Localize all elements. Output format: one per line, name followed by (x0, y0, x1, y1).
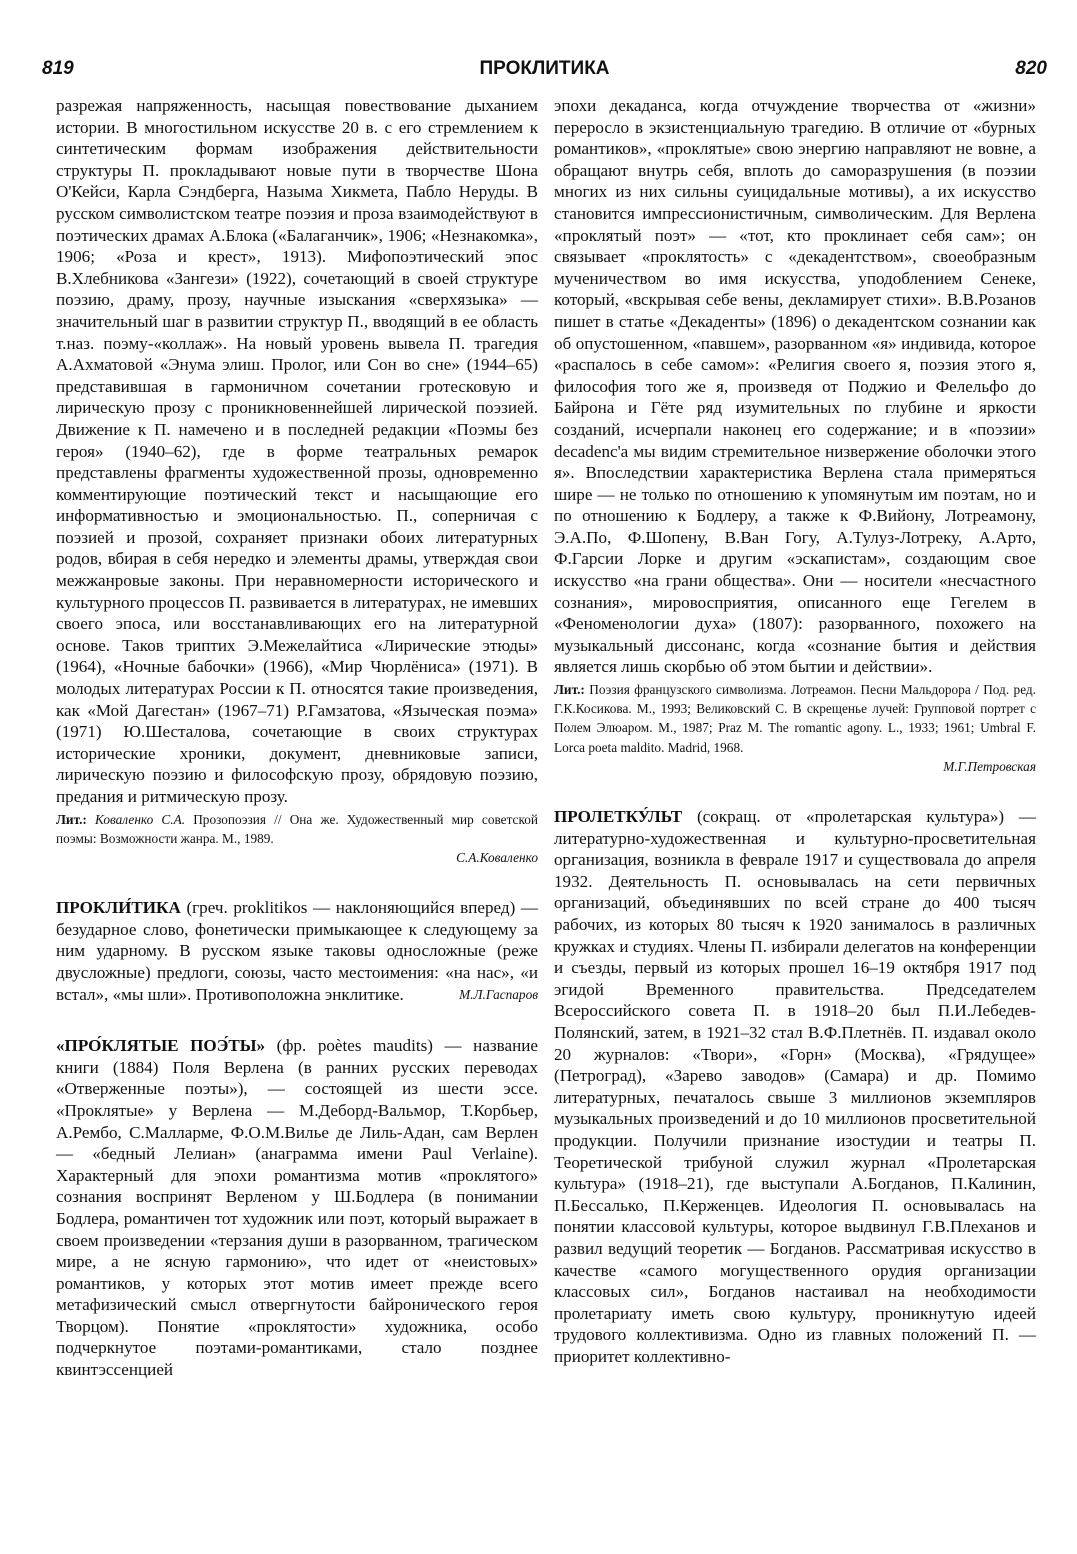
article-continuation: эпохи декаданса, когда отчуждение творчества от «жизни» переросло в экзистенциальную трагедию. В отличие от «бурных романтиков», «проклятые» свою энергию направляют не вовне, а обращают внутрь себя, вплоть до саморазрушения (в поэзии многих из них сильны суицидальные мотивы), а их искусство становится импрессионистичным, символическим. Для Верлена «проклятый поэт» — «тот, кто проклинает себя сам»; он связывает «проклятость» с «декадентством», своеобразным мученичеством во имя искусства, уподоблением Сенеке, который, «вскрывая себе вены, декламирует стихи». В.В.Розанов пишет в статье «Декаденты» (1896) о декадентском сознании как об опустошенном, «павшем», разорванном «я» индивида, которое «распалось в себе самом»: «Религия своего я, поэзия этого я, философия того же я, произведя от Поджио и Фелельфо до Байрона и Гёте ряд изумительных по глубине и яркости созданий, исчерпали наконец его содержание; и в «поэзии» decadenc'а мы видим стремительное низвержение оболочки этого я». Впоследствии характеристика Верлена стала примеряться шире — не только по отношению к упомянутым им поэтам, но и по отношению к Бодлеру, а также к Ф.Вийону, Лотреамону, Э.А.По, Ф.Шопену, В.Ван Гогу, А.Тулуз-Лотреку, А.Арто, Ф.Гарсии Лорке и другим «эскапистам», создающим свое искусство «на грани общества». Они — носители «несчастного сознания», мировосприятия, описанного еще Гегелем в «Феноменологии духа» (1807): разорванного, похожего на музыкальный диссонанс, когда «сознание бытия и действия является лишь скорбью об этом бытии и действии». (554, 96, 1036, 677)
author-signature: М.Л.Гаспаров (459, 986, 538, 1002)
entry-headword: «ПРО́КЛЯТЫЕ ПОЭ́ТЫ» (56, 1036, 266, 1056)
author-signature: М.Г.Петровская (943, 758, 1036, 774)
entry-proletkult (554, 806, 1036, 1367)
bibliography-text: Поэзия французского символизма. Лотреамон. Песни Мальдорора / Под. ред. Г.К.Косикова. М., 1993; Великовский С. В скрещенье лучей: Групповой портрет с Полем Элюаром. М., 1987; Praz M. The romantic agony. L., 1933; 1961; Umbral F. Lorca poeta maldito. Madrid, 1968. (554, 682, 1037, 755)
bibliography-text: Прозопоэзия // Она же. Художественный мир советской поэмы: Возможности жанра. М., 1989. (56, 811, 538, 846)
article-continuation: разрежая напряженность, насыщая повествование дыханием истории. В многостильном искусстве 20 в. с его стремлением к синтетическим формам изображения действительности структуры П. прокладывают новые пути в творчестве Шона О'Кейси, Карла Сэндберга, Назыма Хикмета, Пабло Неруды. В русском символистском театре поэзия и проза взаимодействуют в поэтических драмах А.Блока («Балаганчик», 1906; «Незнакомка», 1906; «Роза и крест», 1913). Мифопоэтический эпос В.Хлебникова «Зангези» (1922), сочетающий в своей структуре поэзию, драму, прозу, научные изыскания «сверхязыка» — значительный шаг в развитии структур П., вводящий в ее область т.наз. поэму-«коллаж». На новый уровень вывела П. трагедия А.Ахматовой «Энума элиш. Пролог, или Сон во сне» (1944–65) представившая в гармоничном сочетании гротесковую и лирическую прозу с проникновеннейшей лирической поэзией. Движение к П. намечено и в последней редакции «Поэмы без героя» (1940–62), где в форме театральных ремарок представлены фрагменты художественной прозы, одновременно комментирующие поэтический текст и насыщающие его информативностью и эмоциональностью. П., соперничая с поэзией и прозой, сохраняет признаки обоих литературных родов, вбирая в себя нередко и элементы драмы, утверждая свои межжанровые законы. При неравномерности исторического и культурного процессов П. развивается в литературах, не имевших своего эпоса, или восстанавливающих его на литературной основе. Таков триптих Э.Межелайтиса «Лирические этюды» (1964), «Ночные бабочки» (1966), «Мир Чюрлёниса» (1971). В молодых литературах России к П. относятся такие произведения, как «Мой Дагестан» (1967–71) Р.Гамзатова, «Языческая поэма» (1971) Ю.Шесталова, сочетающие в своих структурах исторические хроники, документ, дневниковые записи, лирическую поэзию и философскую прозу, обрядовую поэзию, предания и ритмическую прозу. (56, 96, 538, 806)
entry-headword: ПРОКЛИ́ТИКА (56, 898, 181, 918)
entry-text: (фр. poètes maudits) — название книги (1884) Поля Верлена (в ранних русских переводах «Отверженные поэты»), — состоящей из шести эссе. «Проклятые» у Верлена — М.Деборд-Вальмор, Т.Корбьер, А.Рембо, С.Малларме, Ф.О.М.Вилье де Лиль-Адан, сам Верлен — «бедный Лелиан» (анаграмма имени Paul Verlaine). Характерный для эпохи романтизма мотив «проклятого» сознания воспринят Верленом у Ш.Бодлера (в понимании Бодлера, романтичен тот художник или поэт, который выражает в своем произведении «терзания души в разорванном, трагическом мире, а не ясную гармонию», что идет от «неистовых» романтиков, у которых этот мотив имеет прежде всего метафизический смысл отвергнутости байронического героя Творцом). Понятие «проклятости» художника, особо подчеркнутое поэтами-романтиками, стало позднее квинтэссенцией (56, 1036, 538, 1380)
entry-headword: ПРОЛЕТКУ́ЛЬТ (554, 807, 683, 827)
entry-proklyatye-poety (56, 1035, 538, 1381)
left-column (56, 95, 538, 1381)
bibliography: Лит.: Поэзия французского символизма. Лотреамон. Песни Мальдорора / Под. ред. Г.К.Косикова. М., 1993; Великовский С. В скрещенье лучей: Групповой портрет с Полем Элюаром. М., 1987; Praz M. The romantic agony. L., 1933; 1961; Umbral F. Lorca poeta maldito. Madrid, 1968. М.Г.Петровская (554, 680, 1036, 776)
right-column (554, 95, 1036, 1367)
entry-proklitika (56, 897, 538, 1005)
author-signature: С.А.Коваленко (456, 850, 538, 865)
running-title: ПРОКЛИТИКА (479, 58, 610, 79)
page-number-right: 820 (1015, 58, 1047, 79)
bibliography-author: Коваленко С.А. (95, 811, 186, 827)
page-number-left: 819 (42, 58, 74, 79)
running-header (42, 58, 1047, 88)
entry-text: (греч. proklitikos — наклоняющийся вперед) — безударное слово, фонетически примыкающее к следующему за ним ударному. В русском языке таковы односложные (реже двусложные) предлоги, союзы, часто местоимения: «на нас», «и встал», «мы шли». Противоположна энклитике. (56, 898, 538, 1004)
entry-text: (сокращ. от «пролетарская культура») — литературно-художественная и культурно-просветительная организация, возникла в феврале 1917 и существовала до апреля 1932. Деятельность П. основывалась на сети первичных организаций, объединявших по всей стране до 400 тысяч рабочих, из которых 80 тысяч к 1920 занималось в различных кружках и студиях. Члены П. избирали делегатов на конференции и съезды, первый из которых прошел 16–19 октября 1917 под эгидой Временного правительства. Председателем Всероссийского совета П. в 1918–20 был П.И.Лебедев-Полянский, затем, в 1921–32 стал В.Ф.Плетнёв. П. издавал около 20 журналов: «Твори», «Горн» (Москва), «Грядущее» (Петроград), «Зарево заводов» (Самара) и др. Помимо литературных, печаталось свыше 3 миллионов экземпляров музыкальных произведений и до 10 миллионов просветительной продукции. Получили признание изостудии и театры П. Теоретической трибуной служил журнал «Пролетарская культура» (1918–21), где выступали А.Богданов, П.Калинин, П.Бессалько, П.Керженцев. Идеология П. основывалась на понятии классовой культуры, которое выдвинул Г.В.Плеханов и развил ведущий теоретик — Богданов. Рассматривая искусство в качестве «самого могущественного орудия организации классовых сил», Богданов настаивал на необходимости пролетариату иметь свою культуру, проникнутую идеей трудового коллективизма. Одно из главных положений П. — приоритет коллективно- (554, 807, 1037, 1366)
bibliography: Лит.: Коваленко С.А. Прозопоэзия // Она же. Художественный мир советской поэмы: Возможности жанра. М., 1989. С.А.Коваленко (56, 810, 538, 868)
